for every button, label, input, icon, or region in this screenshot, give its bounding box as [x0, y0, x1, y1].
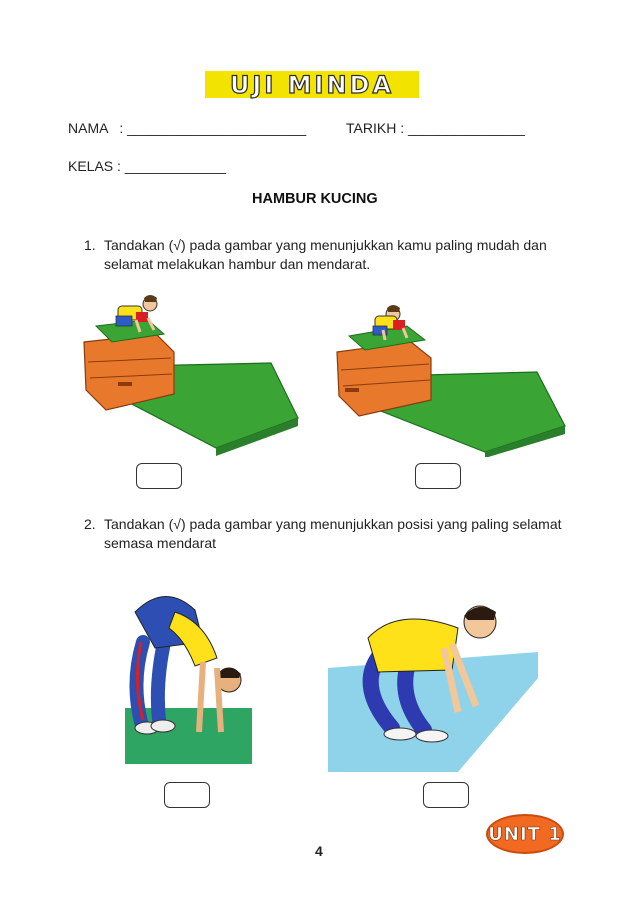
question-number: 1. — [84, 237, 96, 253]
section-title: HAMBUR KUCING — [252, 191, 378, 207]
landing-image-a — [125, 582, 252, 764]
question-number: 2. — [84, 516, 96, 532]
page-number: 4 — [315, 843, 323, 859]
question-2 — [84, 515, 584, 555]
landing-image-b — [328, 588, 538, 772]
vault-image-a — [66, 290, 302, 460]
answer-box-q1-b[interactable] — [415, 463, 461, 489]
question-text: Tandakan (√) pada gambar yang menunjukkan kamu paling mudah dan selamat melakukan hambur dan mendarat. — [104, 237, 547, 272]
answer-box-q2-a[interactable] — [164, 782, 210, 808]
kelas-field[interactable]: KELAS : _____________ — [68, 158, 227, 174]
answer-box-q1-a[interactable] — [136, 463, 182, 489]
unit-badge — [486, 814, 564, 854]
page-title: UJI MINDA — [229, 70, 395, 99]
title-banner — [205, 71, 419, 98]
tarikh-field[interactable]: TARIKH : _______________ — [346, 120, 525, 136]
unit-badge-label: UNIT 1 — [488, 823, 562, 845]
question-1 — [84, 236, 584, 276]
question-text: Tandakan (√) pada gambar yang menunjukkan posisi yang paling selamat semasa mendarat — [104, 516, 562, 551]
nama-field[interactable]: NAMA : _______________________ — [68, 120, 307, 136]
vault-image-b — [325, 292, 567, 457]
answer-box-q2-b[interactable] — [423, 782, 469, 808]
